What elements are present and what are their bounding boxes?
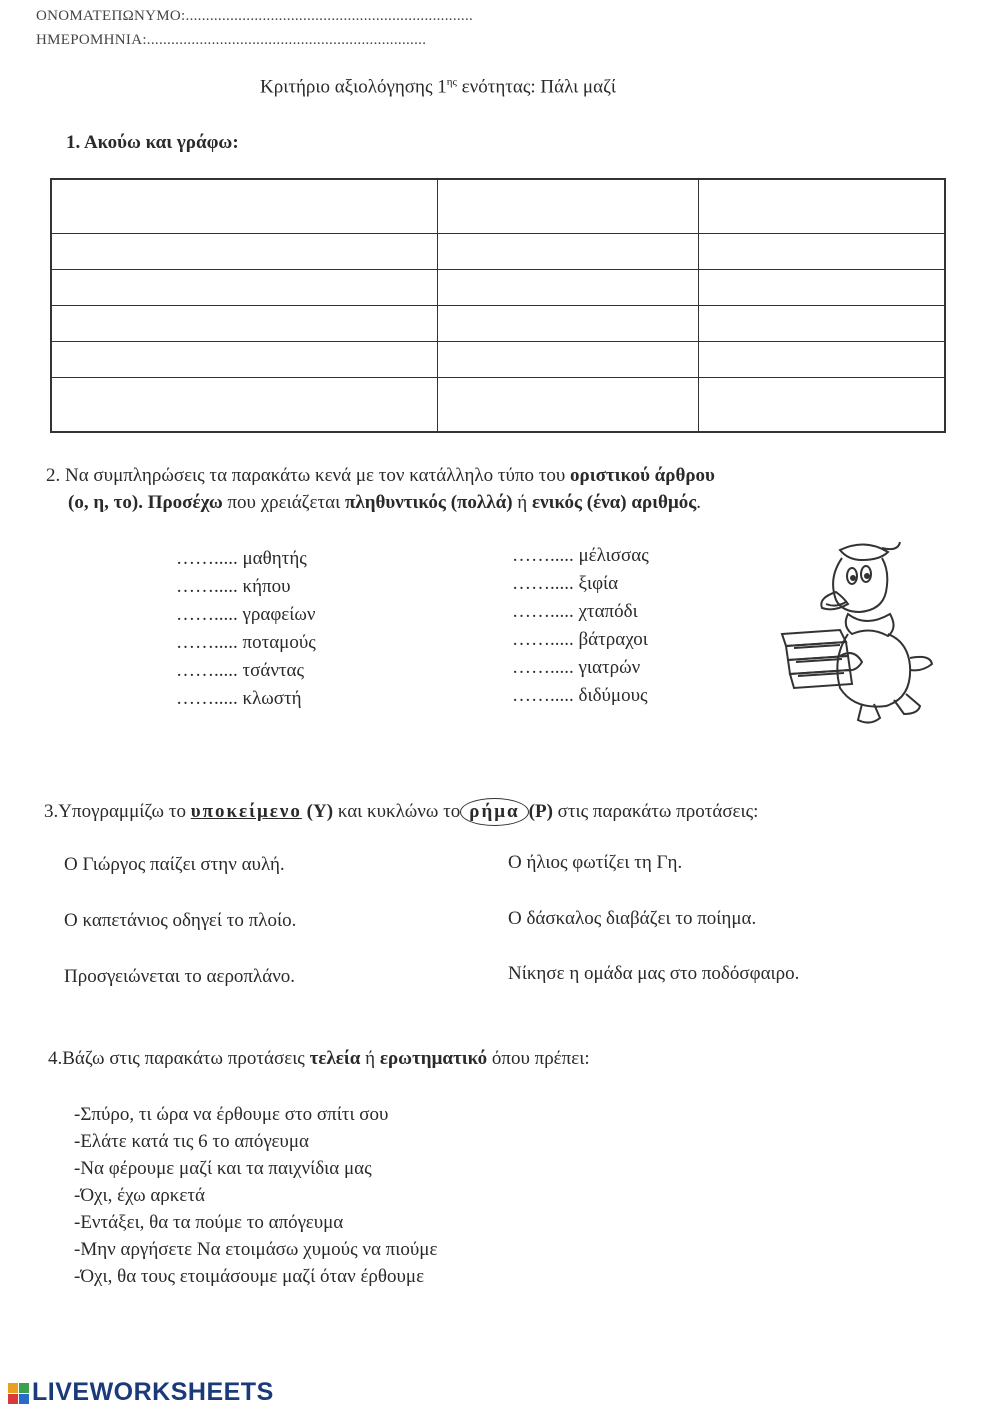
verb-keyword-circled: ρήμα [460,798,528,826]
article-item[interactable]: ……..... ξιφία [512,573,619,594]
instruction-bold: ενικός (ένα) αριθμός [531,492,697,513]
article-item[interactable]: ……..... γιατρών [512,657,641,678]
article-item[interactable]: ……..... τσάντας [176,660,305,681]
section3-instruction [44,798,758,826]
article-list-left [176,548,316,716]
section2-instruction-line1 [46,465,715,487]
dictation-cell[interactable] [438,269,699,305]
article-item[interactable]: ……..... κλωστή [176,688,302,709]
instruction-text: 3.Υπογραμμίζω το [44,801,191,822]
section4-instruction [48,1048,590,1070]
dialogue-line[interactable]: -Ελάτε κατά τις 6 το απόγευμα [74,1131,309,1152]
title-main: Κριτήριο αξιολόγησης 1 [260,76,447,98]
instruction-text: όπου πρέπει: [487,1048,590,1069]
section1-heading: 1. Ακούω και γράφω: [66,132,239,153]
dialogue-line[interactable]: -Να φέρουμε μαζί και τα παιχνίδια μας [74,1158,372,1179]
dictation-cell[interactable] [699,305,946,341]
dictation-cell[interactable] [699,269,946,305]
verb-tag: (Ρ) [528,801,553,822]
article-item[interactable]: ……..... διδύμους [512,685,648,706]
instruction-text: 2. Να συμπληρώσεις τα παρακάτω κενά με τον κατάλληλο τύπο του [46,465,571,486]
subject-tag: (Υ) [301,801,334,822]
article-item[interactable]: ……..... χταπόδι [512,601,638,622]
dictation-cell[interactable] [699,342,946,378]
section2-instruction-line2 [68,492,701,514]
liveworksheets-brand[interactable]: LIVEWORKSHEETS [32,1378,274,1406]
dictation-cell[interactable] [699,378,946,432]
name-field-label: ΟΝΟΜΑΤΕΠΩΝΥΜΟ:....................................................................... [36,8,474,24]
dictation-cell[interactable] [51,179,438,233]
dialogue-line[interactable]: -Μην αργήσετε Να ετοιμάσω χυμούς να πιούμε [74,1239,438,1260]
instruction-text: που χρειάζεται [222,492,345,513]
dictation-cell[interactable] [438,305,699,341]
dialogue-line[interactable]: -Εντάξει, θα τα πούμε το απόγευμα [74,1212,344,1233]
page-title [260,76,616,98]
sentence[interactable]: Ο δάσκαλος διαβάζει το ποίημα. [508,908,757,929]
article-item[interactable]: ……..... κήπου [176,576,291,597]
sentence[interactable]: Ο ήλιος φωτίζει τη Γη. [508,852,683,873]
article-list-right [512,545,649,713]
article-item[interactable]: ……..... γραφείων [176,604,316,625]
dictation-cell[interactable] [51,342,438,378]
date-field-label: ΗΜΕΡΟΜΗΝΙΑ:..................................................................... [36,32,427,48]
dictation-cell[interactable] [438,233,699,269]
dictation-cell[interactable] [699,233,946,269]
title-rest: ενότητας: Πάλι μαζί [456,76,617,98]
liveworksheets-logo-icon [8,1383,30,1405]
sentence[interactable]: Προσγειώνεται το αεροπλάνο. [64,966,296,987]
article-item[interactable]: ……..... βάτραχοι [512,629,648,650]
instruction-text: . [696,492,701,513]
dialogue-line[interactable]: -Όχι, έχω αρκετά [74,1185,205,1206]
dialogue-line[interactable]: -Σπύρο, τι ώρα να έρθουμε στο σπίτι σου [74,1104,389,1125]
instruction-bold: οριστικού άρθρου [570,465,715,486]
dictation-cell[interactable] [438,378,699,432]
article-item[interactable]: ……..... μέλισσας [512,545,649,566]
instruction-text: 4.Βάζω στις παρακάτω προτάσεις [48,1048,310,1069]
instruction-text: ή [512,492,532,513]
sentence[interactable]: Ο Γιώργος παίζει στην αυλή. [64,854,285,875]
title-sup: ης [446,76,457,88]
dictation-cell[interactable] [438,179,699,233]
article-item[interactable]: ……..... ποταμούς [176,632,316,653]
duck-with-books-illustration [770,538,940,728]
dictation-cell[interactable] [51,378,438,432]
dictation-cell[interactable] [51,305,438,341]
instruction-bold: πληθυντικός (πολλά) [344,492,513,513]
sentence[interactable]: Ο καπετάνιος οδηγεί το πλοίο. [64,910,297,931]
instruction-text: και κυκλώνω το [333,801,461,822]
instruction-bold: ερωτηματικό [379,1048,488,1069]
subject-keyword: υποκείμενο [190,801,302,822]
article-item[interactable]: ……..... μαθητής [176,548,307,569]
dictation-cell[interactable] [438,342,699,378]
dictation-cell[interactable] [51,269,438,305]
dictation-cell[interactable] [51,233,438,269]
instruction-text: στις παρακάτω προτάσεις: [552,801,759,822]
instruction-bold: τελεία [309,1048,361,1069]
dictation-cell[interactable] [699,179,946,233]
dialogue-list [74,1104,437,1293]
sentence[interactable]: Νίκησε η ομάδα μας στο ποδόσφαιρο. [508,963,800,984]
dialogue-line[interactable]: -Όχι, θα τους ετοιμάσουμε μαζί όταν έρθουμε [74,1266,425,1287]
instruction-text: ή [360,1048,380,1069]
dictation-table [50,178,946,433]
instruction-bold: (ο, η, το). Προσέχω [68,492,223,513]
